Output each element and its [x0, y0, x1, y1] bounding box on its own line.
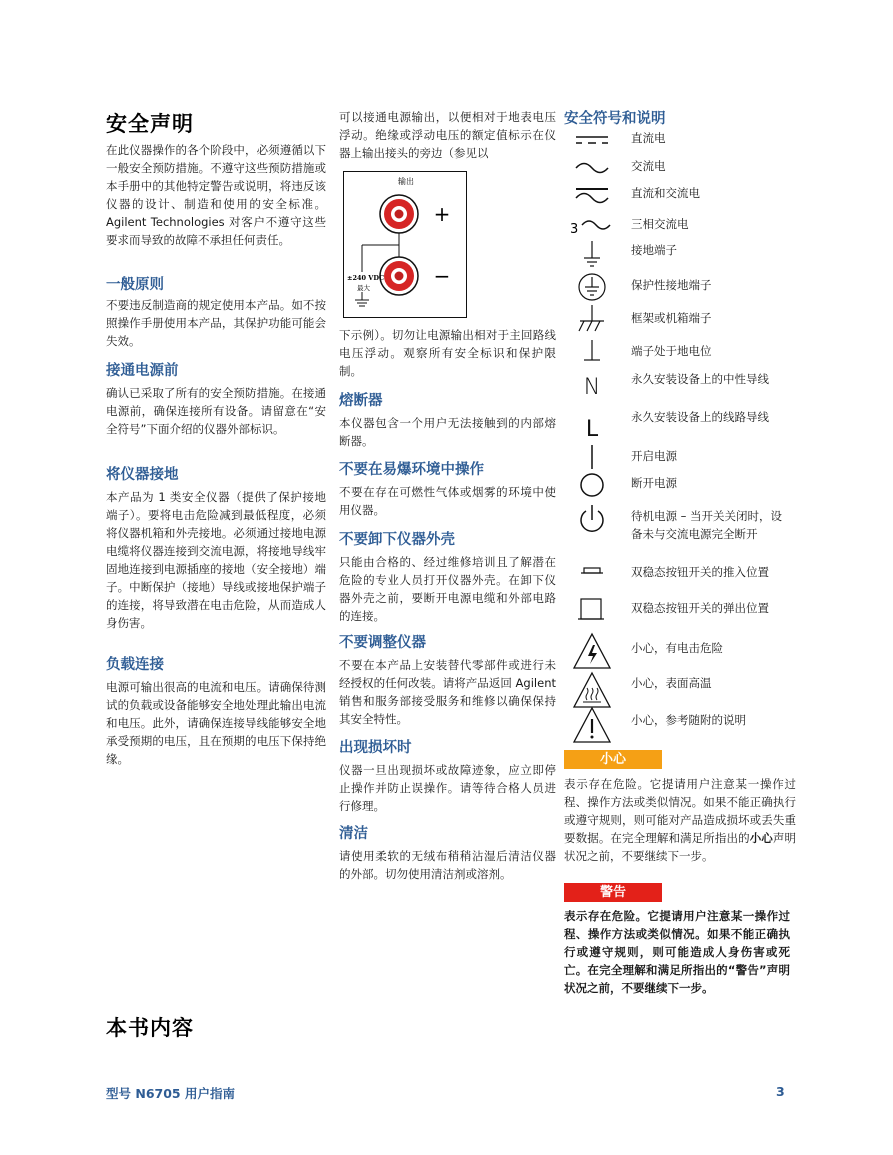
- warning-banner: 警告: [564, 883, 662, 902]
- symbol-label: 双稳态按钮开关的弹出位置: [631, 601, 769, 615]
- caution-icon: [568, 705, 614, 745]
- book-contents-title: 本书内容: [106, 1016, 194, 1040]
- clean-heading: 清洁: [339, 826, 368, 842]
- protective-earth-icon: [568, 270, 614, 304]
- neutral-n-icon: [568, 370, 614, 404]
- caution-body-a: 表示存在危险。它提请用户注意某一操作过程、操作方法或类似情况。如果不能正确执行或遵守规则，则可能对产品造成损坏或丢失重要数据。在完全理解和满足所指出的: [564, 777, 796, 845]
- symbol-row-shock: [564, 639, 796, 669]
- footer-title: 型号 N6705 用户指南: [106, 1086, 235, 1101]
- symbol-label: 保护性接地端子: [631, 278, 712, 292]
- plus-sign: +: [433, 202, 451, 226]
- safety-intro: 在此仪器操作的各个阶段中，必须遵循以下一般安全预防措施。不遵守这些预防措施或本手册中的其他特定警告或说明，将违反该仪器的设计、制造和使用的安全标准。Agilent Technologies 对客户不遵守这些要求而导致的故障不承担任何责任。: [106, 143, 326, 247]
- power-off-icon: [568, 472, 614, 506]
- fuse-body: 本仪器包含一个用户无法接触到的内部熔断器。: [339, 416, 556, 448]
- symbol-row-push-out: [564, 599, 796, 629]
- explosive-body: 不要在存在可燃性气体或烟雾的环境中使用仪器。: [339, 485, 556, 517]
- general-body: 不要违反制造商的规定使用本产品。如不按照操作手册使用本产品，其保护功能可能会失效。: [106, 298, 326, 348]
- ground-body: 本产品为 1 类安全仪器（提供了保护接地端子）。要将电击危险减到最低程度，必须将仪器机箱和外壳接地。必须通过接地电源电缆将仪器连接到交流电源，将接地导线牢固地连接到电源插座的接地（安全接地）端子。中断保护（接地）导线或接地保护端子的连接，将导致潜在电击危险，从而造成人身伤害。: [106, 490, 326, 630]
- symbol-row-hot-surface: [564, 674, 796, 704]
- shock-hazard-icon: [568, 631, 614, 671]
- symbol-label: 小心，有电击危险: [631, 641, 723, 655]
- symbol-label: 交流电: [631, 159, 666, 173]
- safety-title: 安全声明: [106, 112, 194, 136]
- symbol-row-protective-earth: [564, 276, 796, 306]
- symbol-row-earth: [564, 241, 796, 271]
- symbol-row-neutral: [564, 370, 796, 400]
- minus-sign: −: [433, 264, 451, 288]
- push-in-icon: [568, 563, 614, 597]
- symbol-row-ground-potential: [564, 342, 796, 372]
- symbol-label: 断开电源: [631, 476, 677, 490]
- hot-surface-icon: [568, 670, 614, 710]
- float-body-top: 可以接通电源输出，以便相对于地表电压浮动。绝缘或浮动电压的额定值标示在仪器上输出接头的旁边（参见以: [339, 110, 556, 160]
- symbol-row-standby: [564, 507, 796, 541]
- damage-body: 仪器一旦出现损坏或故障迹象，应立即停止操作并防止误操作。请等待合格人员进行修理。: [339, 763, 556, 813]
- caution-body: [564, 775, 796, 865]
- symbol-label: 双稳态按钮开关的推入位置: [631, 565, 769, 579]
- damage-heading: 出现损坏时: [339, 740, 412, 756]
- three-phase-prefix: 3: [570, 222, 579, 237]
- symbol-label: 开启电源: [631, 449, 677, 463]
- symbol-row-caution-doc: [564, 711, 796, 741]
- symbol-label: 接地端子: [631, 243, 677, 257]
- symbol-row-frame: [564, 309, 796, 339]
- warning-body: 表示存在危险。它提请用户注意某一操作过程、操作方法或类似情况。如果不能正确执行或遵守规则，则可能造成人身伤害或死亡。在完全理解和满足所指出的“警告”声明状况之前，不要继续下一步。: [564, 909, 790, 995]
- output-label: 输出: [398, 177, 414, 186]
- page-number: 3: [776, 1084, 785, 1099]
- ground-heading: 将仪器接地: [106, 467, 179, 483]
- caution-body-bold: 小心: [749, 831, 773, 845]
- rating-line2: 最大: [357, 284, 370, 292]
- adjust-heading: 不要调整仪器: [339, 635, 426, 651]
- dc-ac-icon: [568, 184, 614, 218]
- load-body: 电源可输出很高的电流和电压。请确保待测试的负载或设备能够安全地处理此输出电流和电压。此外，请确保连接导线能够安全地承受预期的电压，且在预期的电压下保持绝缘。: [106, 680, 326, 766]
- symbol-row-power-off: [564, 474, 796, 504]
- symbols-heading: 安全符号和说明: [564, 111, 666, 127]
- rating-line1: ±240 VDC: [347, 274, 385, 282]
- fuse-heading: 熔断器: [339, 393, 383, 409]
- adjust-body: 不要在本产品上安装替代零部件或进行未经授权的任何改装。请将产品返回 Agilent 销售和服务部接受服务和维修以确保保持其安全特性。: [339, 658, 556, 726]
- symbol-label: 小心，表面高温: [631, 676, 712, 690]
- symbol-row-dc: [564, 129, 796, 159]
- symbol-row-ac: [564, 157, 796, 187]
- cover-heading: 不要卸下仪器外壳: [339, 532, 455, 548]
- symbol-row-line: [564, 408, 796, 442]
- output-terminal-diagram: [343, 171, 467, 318]
- symbol-label: 三相交流电: [631, 217, 689, 231]
- load-heading: 负载连接: [106, 657, 164, 673]
- symbol-label: 待机电源 – 当开关关闭时，设备未与交流电源完全断开: [631, 509, 783, 541]
- clean-body: 请使用柔软的无绒布稍稍沾湿后清洁仪器的外部。切勿使用清洁剂或溶剂。: [339, 849, 556, 881]
- line-l-icon: [568, 408, 614, 442]
- before-power-body: 确认已采取了所有的安全预防措施。在接通电源前，确保连接所有设备。请留意在“安全符号”下面介绍的仪器外部标识。: [106, 386, 326, 436]
- symbol-row-push-in: [564, 563, 796, 593]
- cover-body: 只能由合格的、经过维修培训且了解潜在危险的专业人员打开仪器外壳。在卸下仪器外壳之前，要断开电源电缆和外部电路的连接。: [339, 555, 556, 623]
- ground-potential-icon: [568, 336, 614, 370]
- terminal-drawing: [344, 172, 466, 317]
- before-power-heading: 接通电源前: [106, 363, 179, 379]
- svg-text:L: L: [585, 417, 599, 442]
- svg-text:N: N: [583, 375, 601, 400]
- symbol-row-dc-ac: [564, 184, 796, 214]
- symbol-label: 直流电: [631, 131, 666, 145]
- push-out-icon: [568, 597, 614, 631]
- general-heading: 一般原则: [106, 277, 164, 293]
- symbol-label: 永久安装设备上的线路导线: [631, 410, 769, 424]
- symbol-label: 端子处于地电位: [631, 344, 712, 358]
- symbol-label: 框架或机箱端子: [631, 311, 712, 325]
- frame-chassis-icon: [568, 303, 614, 337]
- explosive-heading: 不要在易爆环境中操作: [339, 462, 484, 478]
- float-body-after: 下示例）。切勿让电源输出相对于主回路线电压浮动。观察所有安全标识和保护限制。: [339, 328, 556, 378]
- caution-body-b: 声明状况之前，不要继续下一步。: [564, 831, 797, 863]
- symbol-label: 直流和交流电: [631, 186, 700, 200]
- symbol-label: 永久安装设备上的中性导线: [631, 372, 769, 386]
- symbol-label: 小心，参考随附的说明: [631, 713, 746, 727]
- caution-banner: 小心: [564, 750, 662, 769]
- standby-icon: [568, 503, 614, 537]
